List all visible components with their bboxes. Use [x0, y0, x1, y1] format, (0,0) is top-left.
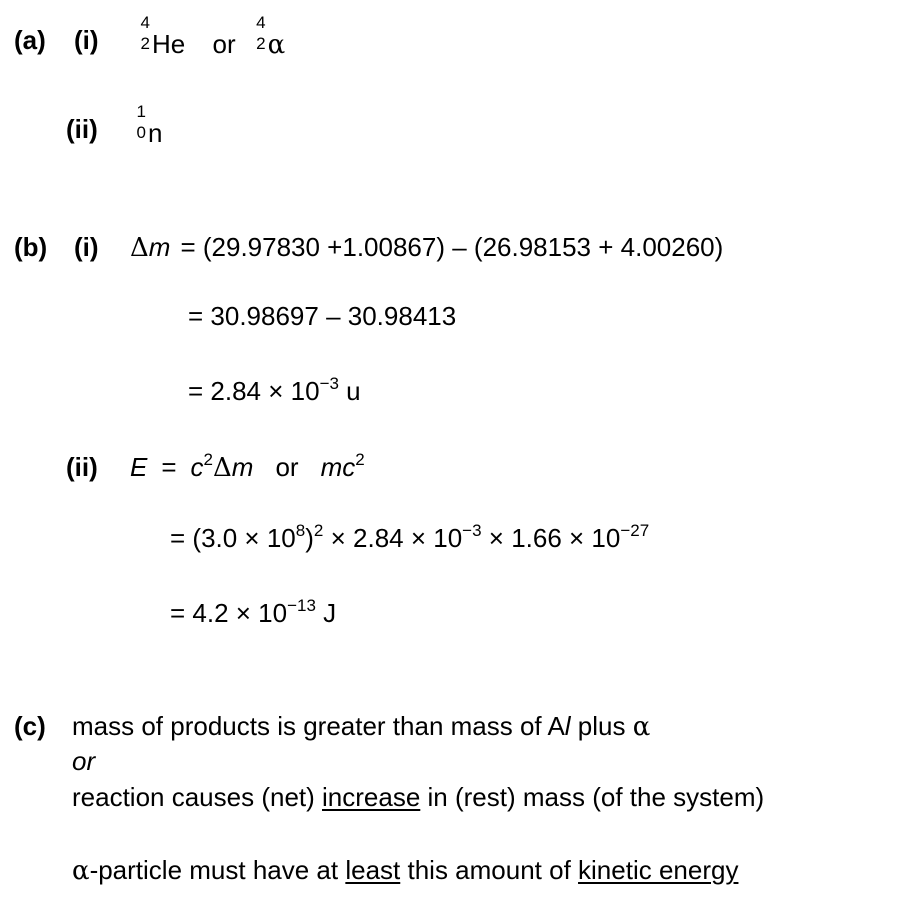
helium-symbol: He: [152, 29, 186, 59]
helium-nuclide-numbers: 4 2: [140, 13, 150, 53]
part-c-or: or: [72, 746, 96, 776]
part-b-ii-label: (ii): [66, 452, 98, 482]
part-c-line-3: reaction causes (net) increase in (rest) mass (of the system): [72, 782, 765, 812]
neutron-symbol: n: [148, 118, 163, 148]
mass-defect-equation: Δm = (29.97830 +1.00867) – (26.98153 + 4.00260): [130, 232, 724, 263]
part-c-line-1: mass of products is greater than mass of Al plus α: [72, 711, 651, 742]
energy-substitution: = $(3.0 \times 10^8)^2 \times 2.84 \times 10^{-3} \times 1.66 \times 10^{-27}$: [170, 521, 650, 553]
mass-defect-result: = $2.84 \times 10^{-3}$ u: [188, 374, 361, 406]
alpha-symbol: α: [267, 30, 286, 60]
part-a-i-answer: [134, 13, 286, 60]
part-c-line-4: α-particle must have at least this amount of kinetic energy: [72, 855, 739, 886]
energy-equation: $E = c^2\Delta m$ or $mc^2$: [130, 450, 365, 483]
or-text: or: [212, 29, 236, 59]
part-a-i-label: (i): [74, 25, 99, 55]
part-a-ii-label: (ii): [66, 114, 98, 144]
part-b-label: (b): [14, 232, 48, 262]
energy-result: = $4.2 \times 10^{-13}$ J: [170, 596, 337, 628]
part-b-i-label: (i): [74, 232, 99, 262]
alpha-nuclide-numbers: 4 2: [256, 13, 266, 53]
part-a-ii-answer: [134, 102, 163, 148]
neutron-nuclide-numbers: 1 0: [136, 102, 146, 142]
part-a-label: (a): [14, 25, 46, 55]
mass-defect-step-2: = 30.98697 – 30.98413: [188, 301, 457, 331]
part-c-label: (c): [14, 711, 46, 741]
